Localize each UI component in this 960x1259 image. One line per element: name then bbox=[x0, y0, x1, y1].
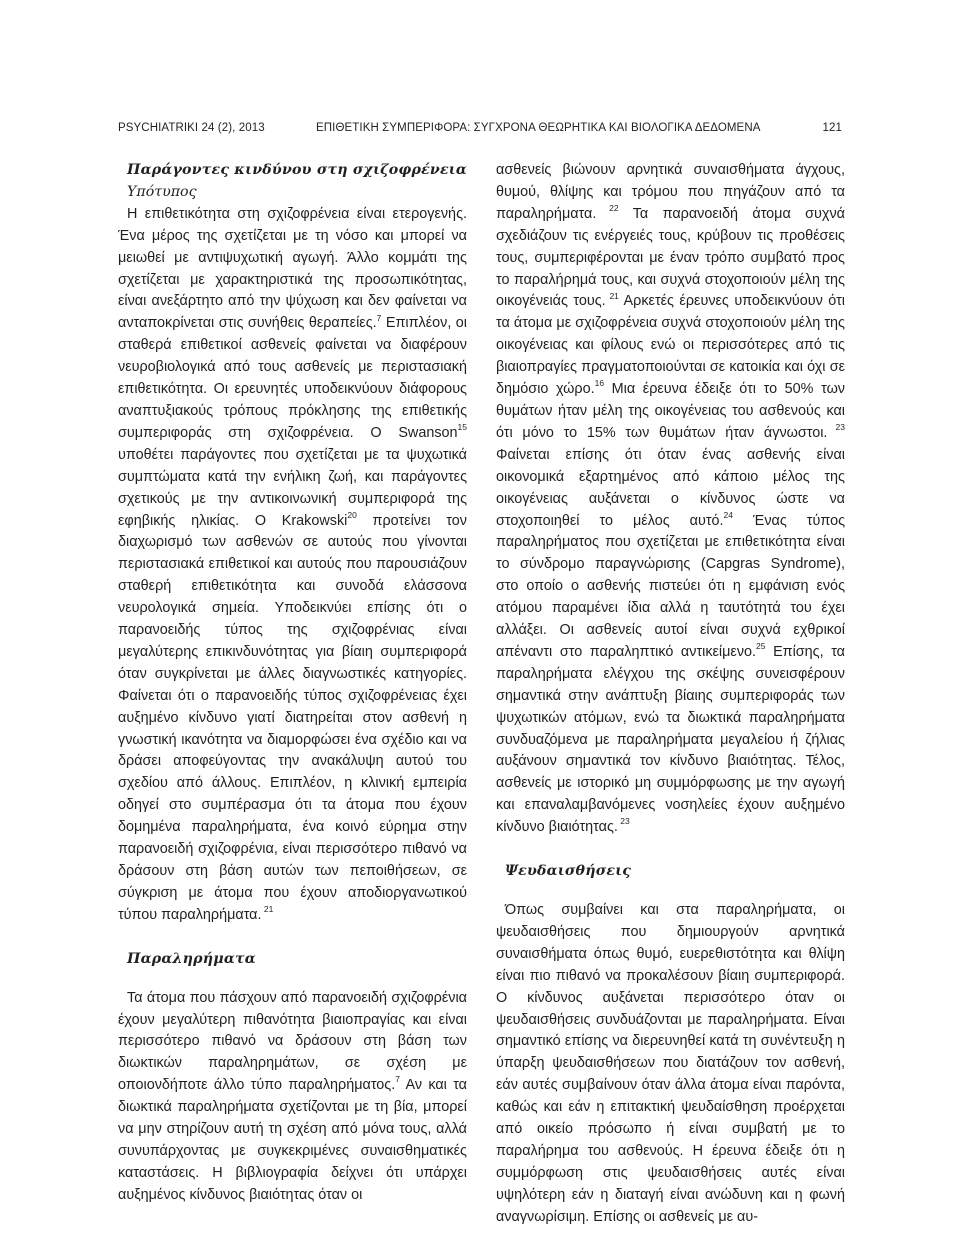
section-heading-delusions: Παραληρήματα bbox=[127, 950, 256, 967]
paragraph-subtype: Η επιθετικότητα στη σχιζοφρένεια είναι ετερογενής. Ένα μέρος της σχετίζεται με τη νόσο και μπορεί να μειωθεί με αντιψυχωτική αγωγή. Άλλο κομμάτι της σχετίζεται με χαρακτηριστικά της προσωπικότητας, είναι ανεξάρτητο από την ψύχωση και δεν φαίνεται να ανταποκρίνεται στις συνήθεις θεραπείες.$^7$ Επιπλέον, οι σταθερά επιθετικοί ασθενείς φαίνεται να διαφέρουν νευροβιολογικά από τους ασθενείς με περιστασιακή επιθετικότητα. Οι ερευνητές υποδεικνύουν διάφορους αναπτυξιακούς τρόπους πρόκλησης της επιθετικής συμπεριφοράς στη σχιζοφρένεια. Ο Swanson$^{15}$ υποθέτει παράγοντες που σχετίζεται με τα ψυχωτικά συμπτώματα κατά την ενήλικη ζωή, και παράγοντες σχετικούς με την αντικοινωνική συμπεριφορά της εφηβικής ηλικίας. Ο Krakowski$^{20}$ προτείνει τον διαχωρισμό των ασθενών σε αυτούς που γίνονται περιστασιακά επιθετικοί και αυτούς που παρουσιάζουν σταθερή επιθετικότητα και συνοδά ελάσσονα νευρολογικά σημεία. Υποδεικνύει επίσης ότι ο παρανοειδής τύπος της σχιζοφρένιας είναι μεγαλύτερης επικινδυνότητας για βίαιη συμπεριφορά όταν συγκρίνεται με άλλες διαγνωστικές κατηγορίες. Φαίνεται ότι ο παρανοειδής τύπος σχιζοφρένειας έχει αυξημένο κίνδυνο γιατί διατηρείται στον ασθενή η γνωστική ικανότητα να διαμορφώσει ένα σχέδιο και να δράσει αποφεύγοντας την ανακάλυψη αυτού του σχεδίου από άλλους. Επιπλέον, η κλινική εμπειρία οδηγεί στο συμπέρασμα ότι τα άτομα που έχουν δομημένα παραληρήματα, ένα κοινό εύρημα στην παρανοειδή σχιζοφρένια, είναι περισσότερο πιθανό να δράσουν στη βάση αυτών των πεποιθήσεων, σε σύγκριση με άτομα που έχουν αποδιοργανωτικού τύπου παραληρήματα. $^{21}$ bbox=[118, 205, 467, 923]
citation-ref: 23 bbox=[617, 816, 630, 827]
citation-ref: 15 bbox=[457, 422, 467, 433]
section-heading-hallucinations: Ψευδαισθήσεις bbox=[505, 863, 632, 880]
citation-ref: 16 bbox=[594, 378, 605, 389]
citation-ref: 23 bbox=[827, 422, 845, 433]
citation-ref: 24 bbox=[723, 509, 734, 520]
subheading-subtype: Υπότυπος bbox=[127, 183, 197, 200]
paragraph-hallucinations: Όπως συμβαίνει και στα παραληρήματα, οι ψευδαισθήσεις που δημιουργούν αρνητικά συναισθήματα όπως θυμό, ευερεθιστότητα και θλίψη είναι πιο πιθανό να προκαλέσουν βίαιη συμπεριφορά. Ο κίνδυνος αυξάνεται περισσότερο όταν οι ψευδαισθήσεις συνδυάζονται με παραληρήματα. Είναι σημαντικό επίσης να διερευνηθεί κατά τη συνέντευξη η ύπαρξη ψευδαισθήσεων που διατάζουν τον ασθενή, εάν αυτές συμβαίνουν όταν άλλα άτομα είναι παρόντα, καθώς και εάν η επιτακτική ψευδαίσθηση προέρχεται από οικείο πρόσωπο ή είναι συμβατή με το παραλήρημα του ασθενούς. Η έρευνα έδειξε ότι η συμμόρφωση στις ψευδαισθήσεις αυτές είναι υψηλότερη εάν η διαταγή είναι ανώδυνη και η φωνή αναγνωρίσιμη. Επίσης οι ασθενείς με αυ- bbox=[496, 902, 845, 1225]
paragraph-delusions: Τα άτομα που πάσχουν από παρανοειδή σχιζοφρένια έχουν μεγαλύτερη πιθανότητα βιαιοπραγίας και είναι περισσότερο πιθανό να δράσουν στη βάση των διωκτικών παραληρημάτων, σε σχέση με οποιονδήποτε άλλο τύπο παραληρήματος.$^7$ Αν και τα διωκτικά παραληρήματα σχετίζονται με τη βία, μπορεί να μην στηρίζουν αυτή τη σχέση από μόνα τους, αλλά συνυπάρχοντας με συγκεκριμένες συναισθηματικές καταστάσεις. Η βιβλιογραφία δείχνει ότι υπάρχει αυξημένος κίνδυνος βιαιότητας όταν οι bbox=[118, 989, 467, 1203]
citation-ref: 7 bbox=[376, 312, 382, 323]
page-number: 121 bbox=[822, 122, 842, 134]
left-column bbox=[118, 160, 467, 1207]
citation-ref: 20 bbox=[347, 509, 357, 520]
journal-citation: PSYCHIATRIKI 24 (2), 2013 bbox=[118, 122, 265, 134]
citation-ref: 25 bbox=[756, 641, 766, 652]
paragraph-delusions-continued: ασθενείς βιώνουν αρνητικά συναισθήματα άγχους, θυμού, θλίψης και τρόμου που πηγάζουν από τα παραληρήματα. $^{22}$ Τα παρανοειδή άτομα συχνά σχεδιάζουν τις ενέργειές τους, κρύβουν τις προθέσεις τους, συμπεριφέρονται με έναν τρόπο συμβατό προς το παραλήρημά τους, και συχνά στοχοποιούν μέλη της οικογένειάς τους. $^{21}$ Αρκετές έρευνες υποδεικνύουν ότι τα άτομα με σχιζοφρένεια συχνά στοχοποιούν μέλη της οικογένειας και φίλους ενώ οι περισσότερες από τις βιαιοπραγίες πραγματοποιούνται σε κατοικία και όχι σε δημόσιο χώρο.$^{16}$ Μια έρευνα έδειξε ότι το 50% των θυμάτων ήταν μέλη της οικογένειας του ασθενούς και ότι μόνο το 15% των θυμάτων ήταν άγνωστοι. $^{23}$ Φαίνεται επίσης ότι όταν ένας ασθενής είναι οικονομικά εξαρτημένος από κάποιο μέλος της οικογένειας αυξάνεται ο κίνδυνος ώστε να στοχοποιηθεί το μέλος αυτό.$^{24}$ Ένας τύπος παραληρήματος που σχετίζεται με επιθετικότητα είναι το σύνδρομο παραγνώρισης (Capgras Syndrome), στο οποίο ο ασθενής πιστεύει ότι η εμφάνιση ενός ατόμου παραμένει ίδια αλλά η ταυτότητά του έχει αλλάξει. Οι ασθενείς αυτοί είναι συχνά εχθρικοί απέναντι στο παραληπτικό αντικείμενο.$^{25}$ Επίσης, τα παραληρήματα ελέγχου της σκέψης συνεισφέρουν σημαντικά στην ανάπτυξη βίαιης συμπεριφοράς των ψυχωτικών ατόμων, ενώ τα διωκτικά παραληρήματα συνδυαζόμενα με παραληρήματα μεγαλείου ή ζήλιας αυξάνουν σημαντικά τον κίνδυνο βιαιότητας. Τέλος, ασθενείς με ιστορικό μη συμμόρφωσης με την αγωγή και επαναλαμβανόμενες νοσηλείες έχουν αυξημένο κίνδυνο βιαιότητας. $^{23}$ bbox=[496, 162, 846, 836]
right-column bbox=[496, 160, 845, 1229]
citation-ref: 7 bbox=[395, 1074, 400, 1085]
citation-ref: 21 bbox=[605, 290, 619, 301]
running-title: ΕΠΙΘΕΤΙΚΗ ΣΥΜΠΕΡΙΦΟΡΑ: ΣΥΓΧΡΟΝΑ ΘΕΩΡΗΤΙΚΑ ΚΑΙ ΒΙΟΛΟΓΙΚΑ ΔΕΔΟΜΕΝΑ bbox=[316, 122, 761, 134]
citation-ref: 21 bbox=[261, 904, 274, 915]
section-heading-risk-factors: Παράγοντες κινδύνου στη σχιζοφρένεια bbox=[127, 162, 467, 178]
running-header bbox=[118, 122, 842, 138]
citation-ref: 22 bbox=[596, 203, 619, 214]
